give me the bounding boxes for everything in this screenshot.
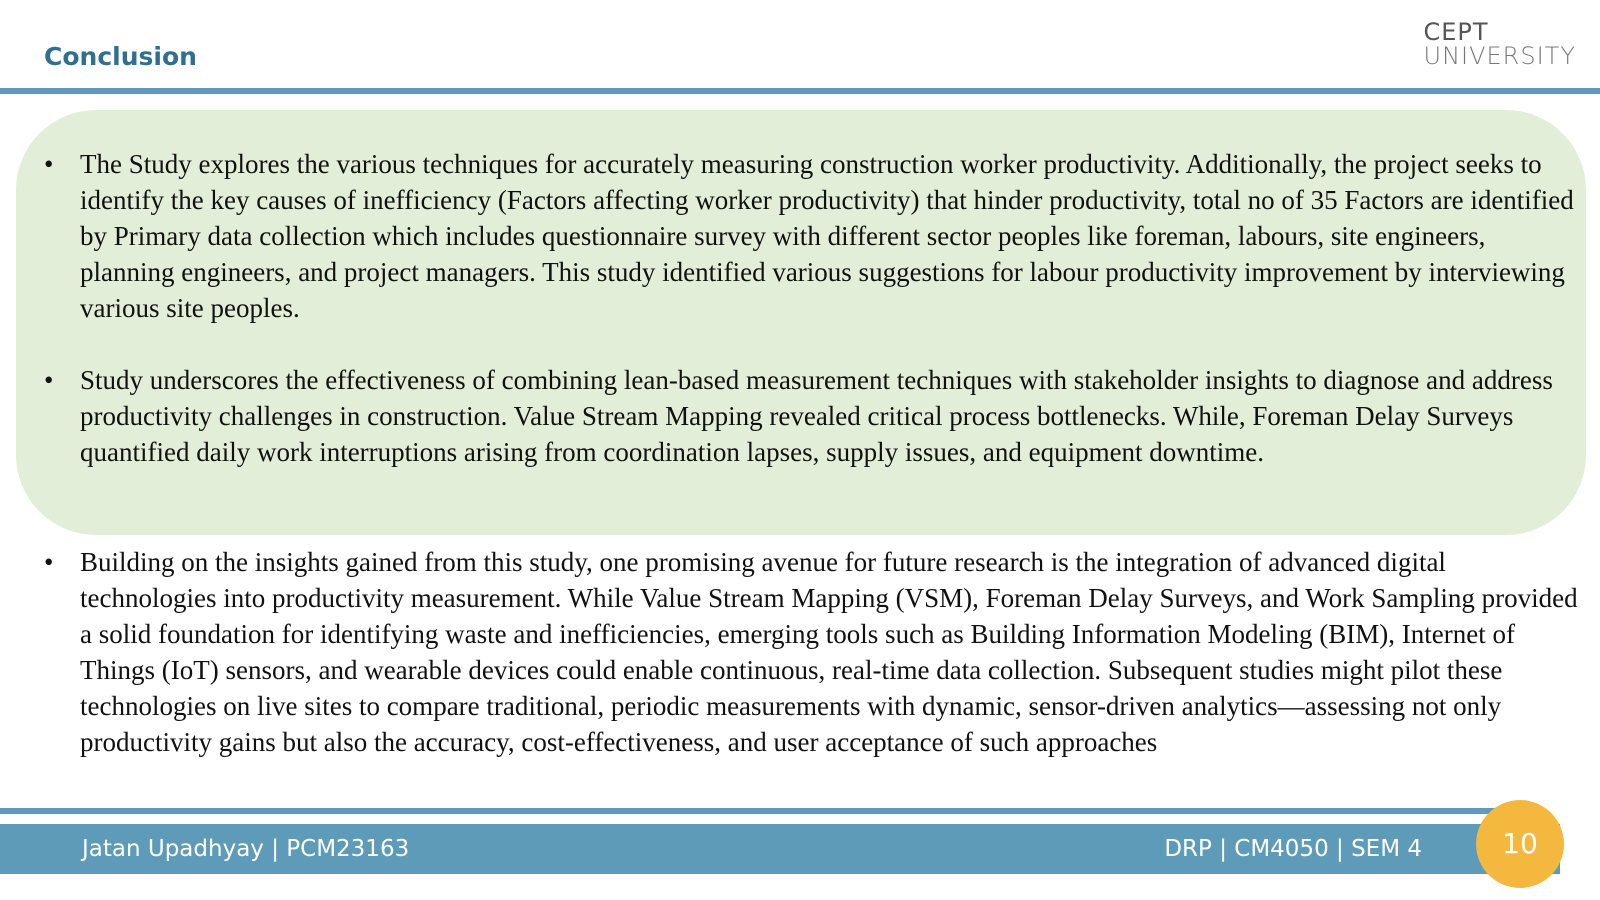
footer-course: DRP | CM4050 | SEM 4	[1164, 836, 1422, 862]
footer-bar	[0, 824, 1560, 874]
logo-line-2: UNIVERSITY	[1423, 42, 1576, 70]
bullet-point-1: • The Study explores the various techniques for accurately measuring construction worker productivity. Additionally, the project seeks to identify the key causes of inefficiency (Factors affecting worker productivity) that hinder productivity, total no of 35 Factors are identified by Primary data collection which includes questionnaire survey with different sector peoples like foreman, labours, site engineers, planning engineers, and project managers. This study identified various suggestions for labour productivity improvement by interviewing various site peoples.	[80, 146, 1580, 326]
slide-title: Conclusion	[44, 42, 197, 71]
bullet-point-3: • Building on the insights gained from this study, one promising avenue for future research is the integration of advanced digital technologies into productivity measurement. While Value Stream Mapping (VSM), Foreman Delay Surveys, and Work Sampling provided a solid foundation for identifying waste and inefficiencies, emerging tools such as Building Information Modeling (BIM), Internet of Things (IoT) sensors, and wearable devices could enable continuous, real-time data collection. Subsequent studies might pilot these technologies on live sites to compare traditional, periodic measurements with dynamic, sensor-driven analytics—assessing not only productivity gains but also the accuracy, cost-effectiveness, and user acceptance of such approaches	[80, 544, 1580, 760]
footer-author: Jatan Upadhyay | PCM23163	[82, 836, 410, 862]
footer-divider	[0, 808, 1520, 814]
logo-line-1: CEPT	[1423, 18, 1489, 46]
bullet-point-2: • Study underscores the effectiveness of combining lean-based measurement techniques with stakeholder insights to diagnose and address productivity challenges in construction. Value Stream Mapping revealed critical process bottlenecks. While, Foreman Delay Surveys quantified daily work interruptions arising from coordination lapses, supply issues, and equipment downtime.	[80, 362, 1580, 470]
page-number-badge: 10	[1476, 800, 1564, 888]
